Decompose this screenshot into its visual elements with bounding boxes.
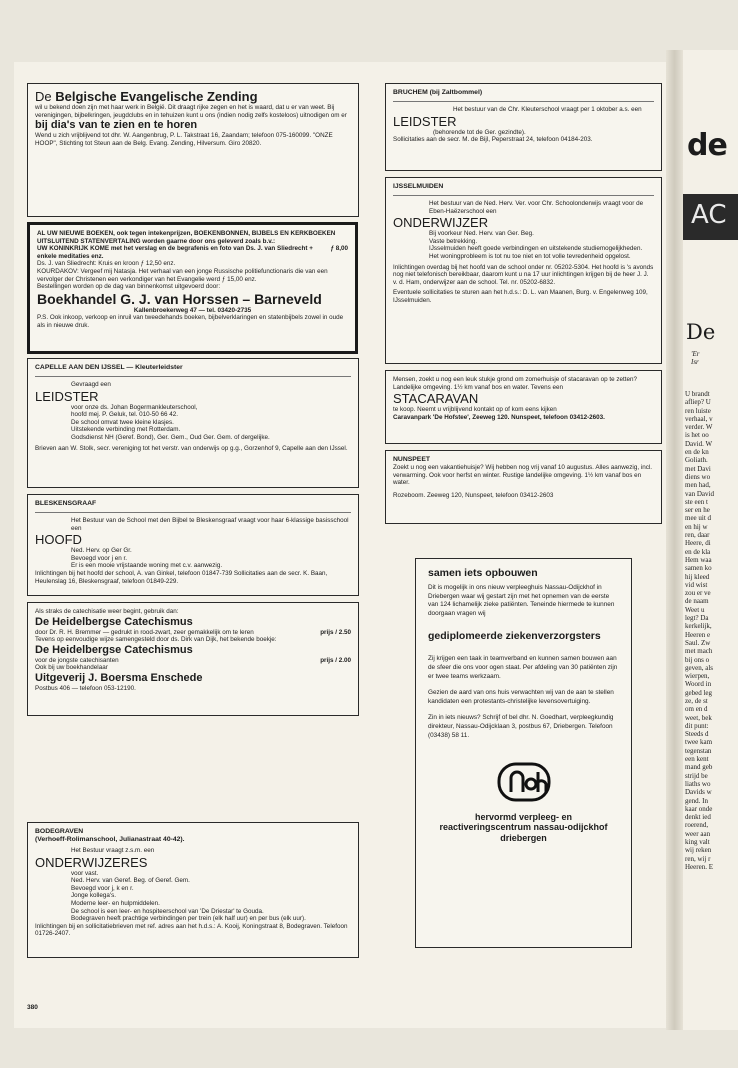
ad-details bbox=[35, 404, 351, 442]
body-line: Heeren. E bbox=[685, 862, 713, 871]
detail-line: IJsselmuiden heeft goede verbindingen en uitstekende studiemogelijkheden. bbox=[429, 245, 643, 253]
body-line: weer aan bbox=[685, 829, 711, 838]
body-line: mand geb bbox=[685, 763, 713, 772]
ad-paragraph: Zin in iets nieuws? Schrijf of bel dhr. N. Goedhart, verpleegkundig direkteur, Nassau-Odijcklaan 3, postbus 67, Driebergen. Telefoon (03438) 58 11. bbox=[428, 714, 614, 739]
detail-line: Bevoegd voor j en r. bbox=[71, 554, 128, 562]
right-page-heading: De bbox=[686, 320, 716, 344]
detail-line: Jonge kollega's. bbox=[71, 892, 116, 900]
ad-title bbox=[35, 89, 351, 104]
ad-header: BODEGRAVEN bbox=[35, 828, 84, 835]
body-line: gebed leg bbox=[685, 688, 713, 697]
detail-line: De school is een leer- en hospiteerschool van 'De Driestar' te Gouda. bbox=[71, 907, 264, 915]
nassau-logo bbox=[428, 762, 619, 806]
body-line: vid wist bbox=[685, 580, 708, 589]
body-line: U brandt bbox=[685, 390, 710, 398]
ad-footer: hervormd verpleeg- en reactiveringscentrum nassau-odijckhof driebergen bbox=[439, 811, 608, 843]
ad-details bbox=[35, 547, 351, 570]
detail-line: voor onze ds. Johan Bogermankleuterschool, bbox=[71, 403, 198, 411]
ad-title: samen iets opbouwen bbox=[428, 567, 538, 579]
ad-bookshop-name: Boekhandel G. J. van Horssen – Barneveld bbox=[37, 290, 322, 307]
ad-info: Inlichtingen overdag bij het hoofd van de school onder nr. 05202-5304. Het hoofd is 's avonds nog niet telefonisch bereikbaar, daarom kunt u na 17 uur inlichtingen krijgen bij de heer J. J. v. d. Ham, onderwijzer aan de school. Tel. nr. 05202-6832. bbox=[393, 263, 654, 286]
ad-ps: P.S. Ook inkoop, verkoop en inruil van tweedehands boeken, bijbelverklaringen en statenbijbels zowel in oude als in nieuwe druk. bbox=[37, 314, 344, 329]
ad-role: STACARAVAN bbox=[393, 391, 479, 407]
detail-line: Bodegraven heeft prachtige verbindingen per trein (elk half uur) en per bus (elk uur). bbox=[71, 915, 306, 923]
detail-line: Het woningprobleem is tot nu toe niet en tot volle tevredenheid opgelost. bbox=[429, 252, 631, 260]
ad-stacaravan bbox=[385, 370, 662, 444]
page-number: 380 bbox=[27, 1004, 38, 1011]
body-line: Weet u bbox=[685, 605, 705, 614]
ad-footer: Rozeboom. Zeeweg 120, Nunspeet, telefoon 03412-2603 bbox=[393, 491, 554, 499]
ad-intro: AL UW NIEUWE BOEKEN, ook tegen intekenprijzen, BOEKENBONNEN, BIJBELS EN KERKBOEKEN UITSLUITEND STATENVERTALING worden gaarne door ons geleverd zoals b.v.: bbox=[37, 230, 336, 245]
body-line: Steeds d bbox=[685, 730, 709, 739]
body-line: en hij w bbox=[685, 522, 708, 531]
ad-intro: Het bestuur van de Ned. Herv. Ver. voor Chr. Schoolonderwijs vraagt voor de Eben-Haëzerschool een bbox=[429, 200, 644, 215]
ad-details bbox=[35, 870, 351, 923]
book-title: De Heidelbergse Catechismus bbox=[35, 643, 193, 656]
detail-line: Uitstekende verbinding met Rotterdam. bbox=[71, 426, 181, 434]
body-line: de naam bbox=[685, 597, 709, 606]
ad-catechismus bbox=[27, 602, 359, 716]
detail-line: De school omvat twee kleine klasjes. bbox=[71, 418, 174, 426]
body-line: mee uit d bbox=[685, 514, 712, 523]
right-page-subtitle bbox=[691, 350, 700, 366]
ad-footer: Brieven aan W. Stolk, secr. vereniging tot het verstr. van onderwijs op g.g., Gorzenhof 9, Capelle aan den IJssel. bbox=[35, 444, 348, 452]
body-line: liaths wo bbox=[685, 779, 711, 788]
ad-item-orders: Bestellingen worden op de dag van binnenkomst uitgevoerd door: bbox=[37, 283, 221, 291]
body-line: Heere, di bbox=[685, 539, 711, 548]
body-line: zou er ve bbox=[685, 589, 711, 598]
detail-line: Bij voorkeur Ned. Herv. van Ger. Beg. bbox=[429, 230, 534, 238]
body-line: bij ons o bbox=[685, 655, 710, 664]
ad-role: ONDERWIJZERES bbox=[35, 854, 148, 870]
body-line: ze, de st bbox=[685, 696, 708, 705]
book-description: Tevens op eenvoudige wijze samengesteld door ds. Dirk van Dijk, het bekende boekje: bbox=[35, 636, 277, 644]
body-line: geven, als bbox=[685, 663, 713, 672]
ad-nunspeet bbox=[385, 450, 662, 524]
body-line: hij kleed bbox=[685, 572, 710, 581]
divider bbox=[35, 512, 351, 513]
body-line: Woord in bbox=[685, 680, 712, 689]
right-page-body bbox=[685, 390, 738, 871]
ad-footer: Inlichtingen bij het hoofd der school, A. van Ginkel, telefoon 01847-739 Sollicitaties aan de secr. K. Baan, Heulenslag 16, Bleskensgraaf, telefoon 01849-229. bbox=[35, 569, 328, 585]
ad-role: ONDERWIJZER bbox=[393, 215, 489, 231]
ad-header-sub: (Verhoeff-Rolimanschool, Julianastraat 40-42). bbox=[35, 836, 185, 843]
detail-line: Vaste betrekking. bbox=[429, 237, 478, 245]
ad-details bbox=[393, 230, 654, 260]
right-page-banner-text: AC bbox=[691, 200, 727, 230]
ad-header: NUNSPEET bbox=[393, 456, 431, 463]
body-line: Hem waa bbox=[685, 555, 712, 564]
page-gutter bbox=[666, 50, 683, 1030]
book-price: prijs / 2.50 bbox=[320, 628, 351, 636]
ad-paragraph: Dit is mogelijk in ons nieuw verpleeghuis Nassau-Odijckhof in Driebergen waar wij gestart zijn met het opnemen van de eerste van 124 lichamelijk zieke patiënten. Teneinde hiermede te kunnen doorgaan vragen wij bbox=[428, 584, 615, 617]
body-line: kaar onde bbox=[685, 804, 713, 813]
body-line: ren, wij r bbox=[685, 854, 711, 863]
body-line: ste een t bbox=[685, 497, 708, 506]
book-price: prijs / 2.00 bbox=[320, 656, 351, 664]
book-description: voor de jongste catechisanten bbox=[35, 656, 119, 664]
ad-item-kourdakov: KOURDAKOV: Vergeef mij Natasja. Het verhaal van een jonge Russische politiefunctionaris die van een vervolger der Christenen een verkondiger van het Evangelie werd ƒ 15,00 enz. bbox=[37, 267, 328, 283]
body-line: een kent bbox=[685, 755, 709, 764]
ad-title-bold: Belgische Evangelische Zending bbox=[55, 89, 258, 104]
divider bbox=[35, 376, 351, 377]
ad-title: gediplomeerde ziekenverzorgsters bbox=[428, 630, 601, 643]
subtitle-line: 'Er bbox=[691, 350, 700, 358]
ad-footer: Inlichtingen bij en sollicitatiebrieven met ref. adres aan het h.d.s.: A. Kooij, Koningstraat 8, Bodegraven. Telefoon 01726-2407. bbox=[35, 922, 348, 938]
detail-line: Bevoegd voor j, k en r. bbox=[71, 884, 134, 892]
ad-bleskensgraaf bbox=[27, 494, 359, 596]
ad-footer: Sollicitaties aan de secr. M. de Bijl, Peperstraat 24, telefoon 04184-203. bbox=[393, 136, 593, 144]
ad-footer: Wend u zich vrijblijvend tot dhr. W. Aangenbrug, P. L. Takstraat 16, Zaandam; telefoon 075-160099. "ONZE HOOP", Stichting tot Steun aan de Belg. Evang. Zending, Hilversum. Giro 20820. bbox=[35, 132, 333, 147]
ad-bookshop-address: Kallenbroekerweg 47 — tel. 03420-2735 bbox=[133, 306, 252, 314]
body-line: kerkelijk, bbox=[685, 622, 712, 631]
ad-bodegraven bbox=[27, 822, 359, 958]
body-line: king valt bbox=[685, 838, 710, 847]
body-line: twee kam bbox=[685, 738, 713, 747]
body-line: ren luiste bbox=[685, 406, 711, 415]
ad-intro: Het Bestuur vraagt z.s.m. een bbox=[71, 847, 155, 854]
ad-item-price: ƒ 8,00 bbox=[330, 245, 348, 253]
body-line: ren, daar bbox=[685, 531, 710, 540]
ad-belgische-zending bbox=[27, 83, 359, 217]
detail-line: Moderne leer- en hulpmiddelen. bbox=[71, 899, 160, 907]
ad-ijsselmuiden bbox=[385, 177, 662, 364]
body-line: en de kla bbox=[685, 547, 711, 556]
body-line: diens wo bbox=[685, 472, 711, 481]
ad-sought: Gevraagd een bbox=[71, 381, 111, 388]
ad-header: CAPELLE AAN DEN IJSSEL — Kleuterleidster bbox=[35, 364, 183, 371]
ad-intro: Het bestuur van de Chr. Kleuterschool vraagt per 1 oktober a.s. een bbox=[453, 106, 642, 113]
divider bbox=[393, 195, 654, 196]
detail-line: Godsdienst NH (Geref. Bond), Ger. Gem., Oud Ger. Gem. of dergelijke. bbox=[71, 433, 270, 441]
ad-footer: Eventuele sollicitaties te sturen aan het h.d.s.: D. L. van Maanen, Burg. v. Engelenweg 109, IJsselmuiden. bbox=[393, 289, 648, 304]
ad-capelle bbox=[27, 358, 359, 488]
body-line: met Davi bbox=[685, 464, 711, 473]
nassau-logo-icon bbox=[497, 762, 551, 802]
ad-sub: (behorende tot de Ger. gezindte). bbox=[433, 128, 526, 136]
body-line: om en d bbox=[685, 705, 708, 714]
divider bbox=[393, 101, 654, 102]
ad-body: Zoekt u nog een vakantiehuisje? Wij hebben nog vrij vanaf 10 augustus. Alles aanwezig, incl. verwarming. Ook voor herfst en winter. Rustige landelijke omgeving. 1½ km vanaf bos en water. bbox=[393, 464, 653, 487]
book-title: De Heidelbergse Catechismus bbox=[35, 615, 193, 628]
body-line: gend. In bbox=[685, 796, 708, 805]
ad-bruchem bbox=[385, 83, 662, 171]
body-line: Davids w bbox=[685, 788, 712, 797]
publisher-name: Uitgeverij J. Boersma Enschede bbox=[35, 671, 203, 684]
ad-role: HOOFD bbox=[35, 532, 82, 548]
body-line: met mach bbox=[685, 647, 713, 656]
body-line: strijd be bbox=[685, 771, 708, 780]
body-line: ser en he bbox=[685, 506, 710, 515]
ad-paragraph: Gezien de aard van ons huis verwachten wij van de aan te stellen kandidaten een protestants-christelijke levensovertuiging. bbox=[428, 689, 614, 705]
publisher-address: Postbus 406 — telefoon 053-12190. bbox=[35, 684, 136, 692]
ad-header: BRUCHEM (bij Zaltbommel) bbox=[393, 89, 483, 96]
right-page bbox=[683, 50, 738, 1030]
ad-role: LEIDSTER bbox=[393, 113, 457, 129]
ad-role: LEIDSTER bbox=[35, 388, 99, 404]
ad-intro: Het Bestuur van de School met den Bijbel te Bleskensgraaf vraagt voor haar 6-klassige basisschool een bbox=[71, 517, 349, 532]
subtitle-line: Isr bbox=[691, 358, 699, 366]
body-line: David. W bbox=[685, 439, 713, 448]
ad-note: Ook bij uw boekhandelaar bbox=[35, 664, 108, 672]
body-line: en de kn bbox=[685, 448, 709, 457]
ad-subtitle: bij dia's van te zien en te horen bbox=[35, 119, 198, 132]
body-line: men had, bbox=[685, 481, 711, 490]
body-line: is het oo bbox=[685, 431, 709, 440]
body-line: verder. W bbox=[685, 423, 713, 432]
ad-nassau-odijckhof bbox=[415, 558, 632, 948]
ad-body: wil u bekend doen zijn met haar werk in België. Dit draagt rijke zegen en het is waard, dat u er van weet. Bij verenigingen, bijbelkringen, jeugdclubs en in tehuizen kunt u ons (indien nodig zelfs kosteloos) uitnodigen om er bbox=[35, 104, 347, 119]
ad-footer-address: Caravanpark 'De Hofstee', Zeeweg 120. Nunspeet, telefoon 03412-2603. bbox=[393, 413, 605, 421]
body-line: samen ko bbox=[685, 564, 712, 573]
ad-intro: Mensen, zoekt u nog een leuk stukje grond om zomerhuisje of stacaravan op te zetten? Landelijke omgeving. 1½ km vanaf bos en water. Tevens een bbox=[393, 376, 637, 391]
ad-header: IJSSELMUIDEN bbox=[393, 183, 444, 190]
ad-header: BLESKENSGRAAF bbox=[35, 500, 97, 507]
ad-item-kruis-en-kroon: Ds. J. van Sliedrecht: Kruis en kroon ƒ 12,50 enz. bbox=[37, 260, 176, 268]
body-line: van David bbox=[685, 489, 714, 498]
ad-item-uw-koninkrijk: UW KONINKRIJK KOME met het verslag en de begrafenis en foto van Ds. J. van Sliedrecht + enkele meditaties enz. bbox=[37, 245, 313, 260]
ad-footer: te koop. Neemt u vrijblijvend kontakt op of kom eens kijken bbox=[393, 406, 557, 414]
body-line: legt? Da bbox=[685, 614, 709, 623]
book-description: door Dr. R. H. Bremmer — gedrukt in rood-zwart, zeer gemakkelijk om te leren bbox=[35, 628, 254, 636]
body-line: verhaal, v bbox=[685, 414, 713, 423]
body-line: wierpen, bbox=[685, 672, 710, 681]
ad-boekhandel-horssen bbox=[27, 222, 358, 354]
ad-intro: Als straks de catechisatie weer begint, gebruik dan: bbox=[35, 608, 179, 615]
body-line: Goliath. bbox=[685, 456, 708, 465]
body-line: weet, bek bbox=[685, 713, 712, 722]
detail-line: Ned. Herv. op Ger Gr. bbox=[71, 547, 132, 555]
body-line: roerend, bbox=[685, 821, 709, 830]
right-page-title: de bbox=[687, 128, 727, 163]
ad-title-prefix: De bbox=[35, 89, 56, 104]
body-line: denkt ied bbox=[685, 813, 711, 822]
body-line: Heeren e bbox=[685, 630, 711, 639]
body-line: afliep? U bbox=[685, 398, 711, 407]
detail-line: Ned. Herv. van Geref. Beg. of Geref. Gem. bbox=[71, 877, 190, 885]
detail-line: hoofd mej. P. Geluk, tel. 010-50 66 42. bbox=[71, 411, 179, 419]
body-line: wij reken bbox=[685, 846, 712, 855]
ad-paragraph: Zij krijgen een taak in teamverband en kunnen samen bouwen aan de sfeer die ons voor ogen staat. Per afdeling van 30 patiënten zijn er twee teams werkzaam. bbox=[428, 655, 618, 680]
body-line: tegenstan bbox=[685, 746, 712, 755]
detail-line: voor vast. bbox=[71, 869, 99, 877]
body-line: Saul. Zw bbox=[685, 638, 711, 647]
detail-line: Er is een mooie vrijstaande woning met c.v. aanwezig. bbox=[71, 562, 223, 570]
body-line: dit punt: bbox=[685, 721, 709, 730]
